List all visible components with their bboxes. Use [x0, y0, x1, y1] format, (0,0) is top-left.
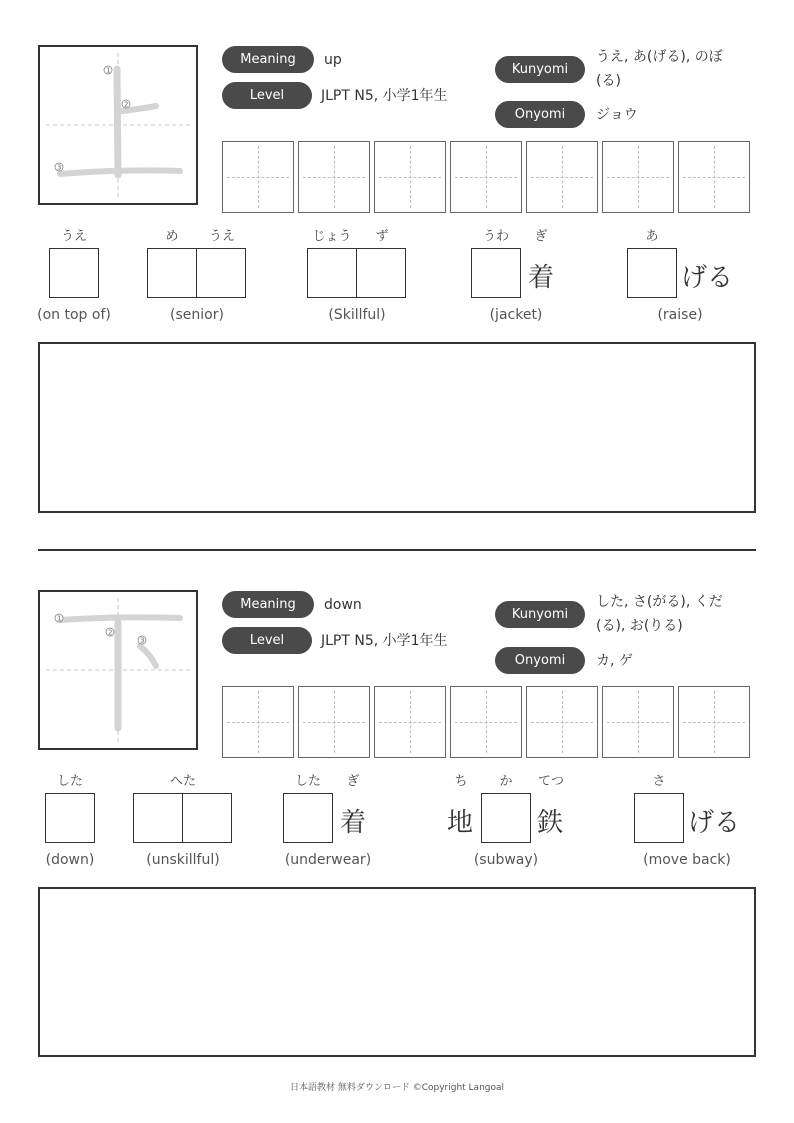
furigana: さ [652, 774, 666, 789]
vocab-translation: (Skillful) [328, 307, 386, 323]
furigana: した [294, 774, 321, 789]
furigana: うえ [60, 229, 87, 244]
vocab-translation: (on top of) [37, 307, 111, 323]
answer-square[interactable] [196, 248, 246, 298]
kunyomi-value-line1: うえ, あ(げる), のぼ [596, 49, 723, 65]
level-value: JLPT N5, 小学1年生 [321, 633, 448, 649]
onyomi-value: カ, ゲ [596, 653, 633, 669]
practice-square[interactable] [222, 141, 294, 213]
meaning-value: up [324, 52, 342, 68]
answer-square[interactable] [307, 248, 357, 298]
vocab-translation: (unskillful) [146, 852, 220, 868]
stroke-number: 2 [108, 628, 113, 637]
furigana: した [56, 774, 83, 789]
vocab-kanji-suffix: 着 [528, 263, 555, 293]
stroke-number: 3 [57, 163, 62, 172]
vocab-translation: (underwear) [284, 852, 372, 868]
practice-square[interactable] [298, 141, 370, 213]
kunyomi-label: Kunyomi [495, 601, 585, 628]
kunyomi-value-line2: (る), お(りる) [596, 618, 683, 634]
meaning-label: Meaning [222, 46, 314, 73]
furigana: へた [169, 774, 196, 789]
vocab-kanji-suffix: 鉄 [537, 808, 564, 838]
furigana: ず [375, 229, 389, 244]
vocab-translation: (subway) [473, 852, 539, 868]
notes-area[interactable] [38, 342, 756, 513]
furigana: か [499, 774, 513, 789]
vocab-translation: (senior) [170, 307, 224, 323]
answer-square[interactable] [283, 793, 333, 843]
practice-square[interactable] [678, 686, 750, 758]
stroke-number: 1 [57, 614, 62, 623]
practice-square[interactable] [374, 141, 446, 213]
furigana: うわ [482, 229, 509, 244]
practice-square[interactable] [526, 686, 598, 758]
furigana: じょう [312, 229, 352, 244]
stroke-number: 3 [140, 636, 145, 645]
vocab-okurigana: げる [688, 808, 741, 838]
answer-square[interactable] [356, 248, 406, 298]
stroke-order-diagram [38, 590, 198, 750]
notes-area[interactable] [38, 887, 756, 1057]
furigana: あ [645, 229, 659, 244]
level-value: JLPT N5, 小学1年生 [321, 88, 448, 104]
onyomi-label: Onyomi [495, 647, 585, 674]
onyomi-label: Onyomi [495, 101, 585, 128]
level-label: Level [222, 627, 312, 654]
copyright-footer: 日本語教材 無料ダウンロード ©Copyright Langoal [289, 1083, 505, 1093]
answer-square[interactable] [45, 793, 95, 843]
vocab-kanji-prefix: 地 [447, 808, 474, 838]
answer-square[interactable] [481, 793, 531, 843]
answer-square[interactable] [627, 248, 677, 298]
practice-square[interactable] [602, 686, 674, 758]
stroke-order-diagram [38, 45, 198, 205]
practice-square[interactable] [298, 686, 370, 758]
practice-square[interactable] [374, 686, 446, 758]
practice-square[interactable] [222, 686, 294, 758]
answer-square[interactable] [471, 248, 521, 298]
onyomi-value: ジョウ [596, 107, 638, 123]
practice-square[interactable] [450, 686, 522, 758]
stroke-order-svg [40, 47, 196, 203]
practice-square[interactable] [526, 141, 598, 213]
kunyomi-label: Kunyomi [495, 56, 585, 83]
vocab-kanji-suffix: 着 [340, 808, 367, 838]
kunyomi-value-line1: した, さ(がる), くだ [596, 594, 723, 610]
furigana: め [165, 229, 179, 244]
practice-square[interactable] [450, 141, 522, 213]
vocab-okurigana: げる [681, 263, 734, 293]
kunyomi-value-line2: (る) [596, 73, 621, 89]
meaning-label: Meaning [222, 591, 314, 618]
stroke-3 [140, 646, 156, 666]
meaning-value: down [324, 597, 362, 613]
answer-square[interactable] [147, 248, 197, 298]
stroke-number: 1 [106, 66, 111, 75]
furigana: ぎ [534, 229, 548, 244]
stroke-number: 2 [124, 100, 129, 109]
answer-square[interactable] [182, 793, 232, 843]
stroke-3 [60, 170, 180, 174]
answer-square[interactable] [634, 793, 684, 843]
stroke-1 [117, 69, 118, 175]
vocab-translation: (jacket) [489, 307, 543, 323]
furigana: ち [454, 774, 468, 789]
stroke-order-svg [40, 592, 196, 748]
furigana: うえ [208, 229, 235, 244]
vocab-translation: (raise) [657, 307, 703, 323]
vocab-translation: (down) [45, 852, 95, 868]
vocab-translation: (move back) [643, 852, 731, 868]
practice-square[interactable] [678, 141, 750, 213]
furigana: てつ [537, 774, 564, 789]
section-divider [38, 549, 756, 551]
answer-square[interactable] [49, 248, 99, 298]
level-label: Level [222, 82, 312, 109]
practice-square[interactable] [602, 141, 674, 213]
furigana: ぎ [346, 774, 360, 789]
answer-square[interactable] [133, 793, 183, 843]
